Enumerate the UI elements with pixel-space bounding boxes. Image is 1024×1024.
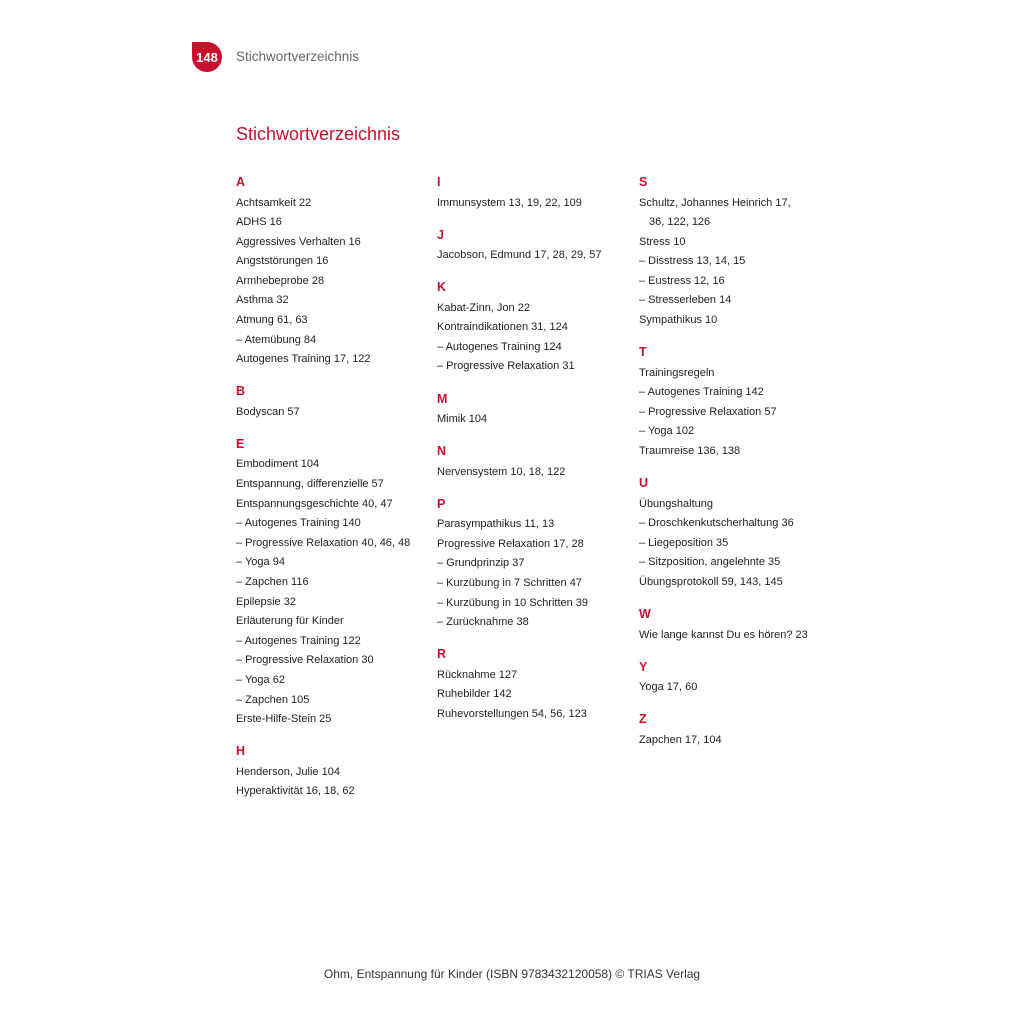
index-section — [639, 659, 829, 698]
index-entry: Ruhebilder 142 — [437, 688, 512, 701]
index-section — [236, 383, 426, 422]
index-subentry: – Sitzposition, angelehnte 35 — [639, 556, 781, 569]
index-subentry: – Progressive Relaxation 57 — [639, 405, 777, 418]
index-subentry: – Stresserleben 14 — [639, 294, 732, 307]
index-subentry: – Droschkenkutscherhaltung 36 — [639, 517, 794, 530]
index-subentry: – Grundprinzip 37 — [437, 557, 525, 570]
section-letter: P — [437, 496, 446, 511]
index-section — [639, 344, 829, 461]
index-section — [236, 743, 426, 802]
section-letter: R — [437, 647, 447, 662]
index-entry: ADHS 16 — [236, 216, 282, 229]
index-entry: Immunsystem 13, 19, 22, 109 — [437, 196, 582, 209]
index-entry: Schultz, Johannes Heinrich 17, — [639, 196, 791, 209]
index-subentry: – Disstress 13, 14, 15 — [639, 255, 746, 268]
index-subentry: – Autogenes Training 142 — [639, 386, 764, 399]
section-letter: M — [437, 391, 448, 406]
section-letter: Y — [639, 659, 648, 674]
index-subentry: – Zapchen 116 — [236, 576, 309, 588]
section-letter: K — [437, 280, 447, 295]
index-subentry: – Yoga 62 — [236, 673, 285, 686]
index-entry: Asthma 32 — [236, 294, 289, 307]
index-entry: Hyperaktivität 16, 18, 62 — [236, 785, 355, 798]
index-subentry: – Kurzübung in 10 Schritten 39 — [437, 596, 589, 609]
index-entry: Erläuterung für Kinder — [236, 615, 344, 628]
index-subentry: – Kurzübung in 7 Schritten 47 — [437, 577, 582, 590]
index-column-3 — [639, 174, 829, 764]
index-entry: Mimik 104 — [437, 413, 488, 426]
index-section — [437, 174, 627, 213]
section-letter: S — [639, 175, 648, 189]
footer-copyright: Ohm, Entspannung für Kinder (ISBN 9783432120058) © TRIAS Verlag — [323, 967, 701, 981]
index-entry: Autogenes Training 17, 122 — [236, 353, 371, 366]
section-letter: I — [437, 175, 441, 189]
index-section — [236, 174, 426, 370]
index-entry: Traumreise 136, 138 — [639, 445, 741, 458]
section-letter: J — [437, 227, 444, 242]
index-entry: Erste-Hilfe-Stein 25 — [236, 713, 332, 726]
index-section — [236, 436, 426, 730]
index-entry: Zapchen 17, 104 — [639, 733, 722, 746]
index-subentry: – Zapchen 105 — [236, 693, 310, 706]
index-entry: Stress 10 — [639, 235, 686, 248]
index-entry: Rücknahme 127 — [437, 668, 518, 681]
index-subentry: – Eustress 12, 16 — [639, 274, 725, 287]
running-title: Stichwortverzeichnis — [236, 49, 360, 64]
index-entry: Yoga 17, 60 — [639, 681, 698, 694]
index-entry: Jacobson, Edmund 17, 28, 29, 57 — [437, 249, 602, 262]
index-entry: Bodyscan 57 — [236, 405, 300, 418]
section-letter: E — [236, 436, 245, 451]
index-subentry: – Autogenes Training 140 — [236, 517, 361, 530]
index-section — [437, 496, 627, 633]
section-letter: H — [236, 744, 246, 759]
index-subentry: – Progressive Relaxation 31 — [437, 360, 575, 373]
index-entry: Entspannungsgeschichte 40, 47 — [236, 497, 393, 510]
section-letter: Z — [639, 712, 647, 727]
index-section — [639, 606, 829, 645]
section-letter: A — [236, 175, 246, 189]
index-entry: Nervensystem 10, 18, 122 — [437, 465, 566, 478]
index-column-1 — [236, 174, 426, 815]
index-section — [437, 279, 627, 377]
page-title: Stichwortverzeichnis — [236, 124, 401, 144]
index-entry: Kontraindikationen 31, 124 — [437, 321, 568, 334]
index-entry: 36, 122, 126 — [649, 216, 711, 229]
index-entry: Übungshaltung — [639, 497, 714, 510]
section-letter: U — [639, 476, 649, 491]
index-section — [639, 475, 829, 592]
index-entry: Progressive Relaxation 17, 28 — [437, 537, 584, 550]
index-column-2 — [437, 174, 627, 738]
section-letter: W — [639, 607, 651, 622]
index-subentry: – Atemübung 84 — [236, 333, 317, 346]
index-section — [437, 443, 627, 482]
index-entry: Epilepsie 32 — [236, 595, 296, 608]
index-entry: Achtsamkeit 22 — [236, 196, 312, 209]
index-entry: Atmung 61, 63 — [236, 314, 308, 327]
index-entry: Kabat-Zinn, Jon 22 — [437, 301, 530, 314]
index-subentry: – Zurücknahme 38 — [437, 616, 529, 629]
index-section — [437, 646, 627, 724]
index-entry: Angststörungen 16 — [236, 255, 329, 268]
index-subentry: – Progressive Relaxation 30 — [236, 654, 374, 667]
index-subentry: – Yoga 102 — [639, 425, 695, 438]
index-section — [639, 174, 829, 331]
section-letter: B — [236, 384, 246, 399]
index-entry: Sympathikus 10 — [639, 314, 718, 327]
index-subentry: – Autogenes Training 124 — [437, 340, 562, 353]
section-letter: N — [437, 444, 447, 459]
index-section — [639, 711, 829, 750]
index-subentry: – Progressive Relaxation 40, 46, 48 — [236, 536, 411, 549]
page-number: 148 — [196, 49, 218, 65]
index-subentry: – Autogenes Training 122 — [236, 634, 361, 647]
index-entry: Parasympathikus 11, 13 — [437, 518, 555, 531]
index-entry: Henderson, Julie 104 — [236, 765, 340, 778]
index-section — [437, 227, 627, 266]
index-entry: Armhebeprobe 28 — [236, 274, 325, 287]
index-entry: Embodiment 104 — [236, 458, 320, 471]
index-entry: Aggressives Verhalten 16 — [236, 235, 361, 248]
index-entry: Wie lange kannst Du es hören? 23 — [639, 628, 808, 641]
section-letter: T — [639, 345, 647, 360]
index-entry: Ruhevorstellungen 54, 56, 123 — [437, 708, 587, 720]
page-number-badge — [192, 42, 222, 72]
index-entry: Entspannung, differenzielle 57 — [236, 478, 384, 491]
index-subentry: – Liegeposition 35 — [639, 536, 729, 549]
index-subentry: – Yoga 94 — [236, 556, 285, 569]
index-entry: Übungsprotokoll 59, 143, 145 — [639, 576, 783, 588]
index-section — [437, 391, 627, 430]
index-entry: Trainingsregeln — [639, 366, 715, 379]
